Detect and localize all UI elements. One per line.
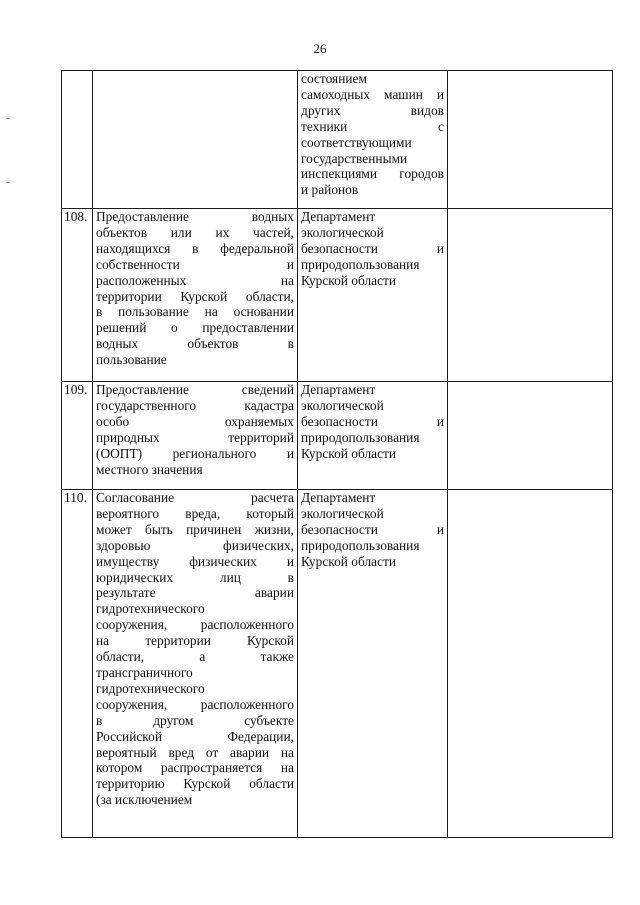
service-text-line: в другом субъекте	[96, 712, 294, 728]
table-row	[62, 209, 613, 382]
service-text-line: объектов или их частей,	[96, 224, 294, 240]
service-text-line: имуществу физических и	[96, 553, 294, 569]
service-text-line: юридических лиц в	[96, 569, 294, 585]
department-text-line: природопользования	[301, 256, 420, 272]
service-text-line: области, а также	[96, 649, 294, 665]
services-table	[61, 70, 613, 838]
table-row	[62, 382, 613, 490]
empty-cell	[448, 382, 613, 490]
department-text-line: Курской области	[301, 553, 397, 569]
table-body	[62, 71, 613, 838]
service-text-line: результате аварии	[96, 585, 294, 601]
service-name-cell	[93, 382, 298, 490]
department-cell	[298, 209, 448, 382]
service-text-line: на территории Курской	[96, 633, 294, 649]
department-text-line: экологической	[301, 224, 384, 240]
margin-mark	[6, 118, 10, 119]
table-row	[62, 71, 613, 209]
service-text-line: пользование	[96, 352, 167, 368]
service-text-line: котором распространяется на	[96, 760, 294, 776]
table-row	[62, 490, 613, 838]
service-text-line: гидротехнического	[96, 680, 205, 696]
row-number: 109.	[62, 382, 93, 490]
department-text-line: безопасности и	[301, 413, 444, 429]
empty-cell	[448, 490, 613, 838]
department-text-line: экологической	[301, 505, 384, 521]
department-text-line: техники с	[301, 118, 444, 134]
department-text-line: состоянием	[301, 71, 367, 86]
service-text-line: может быть причинен жизни,	[96, 521, 294, 537]
service-text-line: территории Курской области,	[96, 288, 294, 304]
row-number: 108.	[62, 209, 93, 382]
service-name-cell	[93, 71, 298, 209]
department-text-line: Департамент	[301, 490, 376, 505]
service-text-line: (за исключением	[96, 792, 193, 808]
department-cell	[298, 71, 448, 209]
department-text-line: Департамент	[301, 209, 376, 224]
service-text-line: Согласование расчета	[96, 490, 294, 505]
service-text-line: трансграничного	[96, 664, 193, 680]
service-text-line: в пользование на основании	[96, 304, 294, 320]
row-number: 110.	[62, 490, 93, 838]
department-text-line: природопользования	[301, 537, 420, 553]
service-text-line: особо охраняемых	[96, 413, 294, 429]
service-text-line: (ООПТ) регионального и	[96, 445, 294, 461]
department-text-line: соответствующими	[301, 134, 412, 150]
service-text-line: местного значения	[96, 461, 203, 477]
margin-mark	[6, 182, 10, 183]
department-cell	[298, 490, 448, 838]
service-text-line: территорию Курской области	[96, 776, 294, 792]
service-text-line: гидротехнического	[96, 601, 205, 617]
empty-cell	[448, 209, 613, 382]
service-text-line: Предоставление водных	[96, 209, 294, 224]
department-text-line: безопасности и	[301, 240, 444, 256]
empty-cell	[448, 71, 613, 209]
page-number: 26	[313, 41, 327, 56]
service-text-line: вероятный вред от аварии на	[96, 744, 294, 760]
service-text-line: Российской Федерации,	[96, 728, 294, 744]
department-text-line: Департамент	[301, 382, 376, 397]
service-text-line: здоровью физических,	[96, 537, 294, 553]
service-text-line: находящихся в федеральной	[96, 240, 294, 256]
department-text-line: других видов	[301, 102, 444, 118]
department-text-line: природопользования	[301, 429, 420, 445]
department-text-line: Курской области	[301, 445, 397, 461]
service-text-line: сооружения, расположенного	[96, 617, 294, 633]
service-text-line: собственности и	[96, 256, 294, 272]
department-text-line: государственными	[301, 150, 408, 166]
service-text-line: водных объектов в	[96, 336, 294, 352]
service-text-line: расположенных на	[96, 272, 294, 288]
service-text-line: сооружения, расположенного	[96, 696, 294, 712]
department-text-line: безопасности и	[301, 521, 444, 537]
service-text-line: государственного кадастра	[96, 397, 294, 413]
service-name-cell	[93, 490, 298, 838]
department-text-line: самоходных машин и	[301, 86, 444, 102]
department-text-line: Курской области	[301, 272, 397, 288]
service-text-line: природных территорий	[96, 429, 294, 445]
row-number	[62, 71, 93, 209]
service-name-cell	[93, 209, 298, 382]
department-text-line: инспекциями городов	[301, 166, 444, 182]
service-text-line: Предоставление сведений	[96, 382, 294, 397]
department-text-line: и районов	[301, 182, 359, 198]
department-cell	[298, 382, 448, 490]
service-text-line: решений о предоставлении	[96, 320, 294, 336]
department-text-line: экологической	[301, 397, 384, 413]
service-text-line: вероятного вреда, который	[96, 505, 294, 521]
